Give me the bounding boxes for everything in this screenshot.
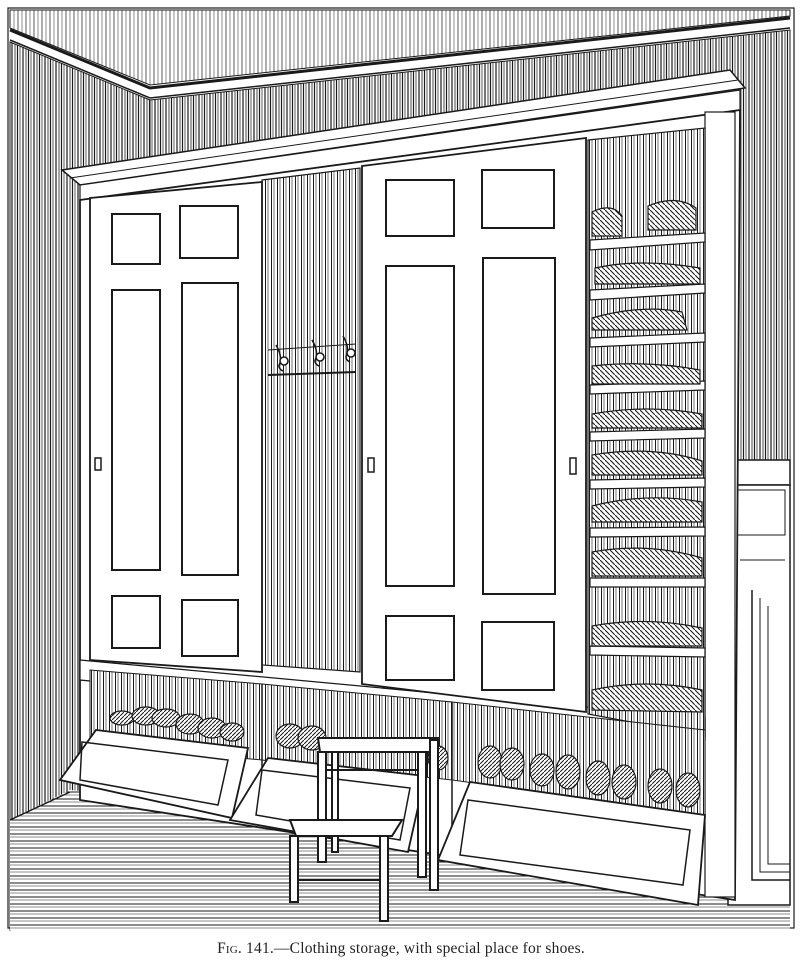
figure-caption bbox=[0, 940, 802, 972]
sliding-door-left bbox=[90, 182, 262, 672]
figure-caption-text: —Clothing storage, with special place for shoes. bbox=[273, 940, 585, 957]
door-pull-icon bbox=[95, 458, 101, 470]
sliding-door-center bbox=[362, 138, 586, 712]
door-pull-icon bbox=[570, 458, 576, 474]
door-pull-icon bbox=[368, 458, 374, 472]
figure-label: Fig. 141. bbox=[217, 940, 274, 957]
open-shelving bbox=[588, 128, 705, 736]
folded-garments bbox=[592, 200, 702, 712]
hanging-compartment bbox=[262, 168, 360, 672]
